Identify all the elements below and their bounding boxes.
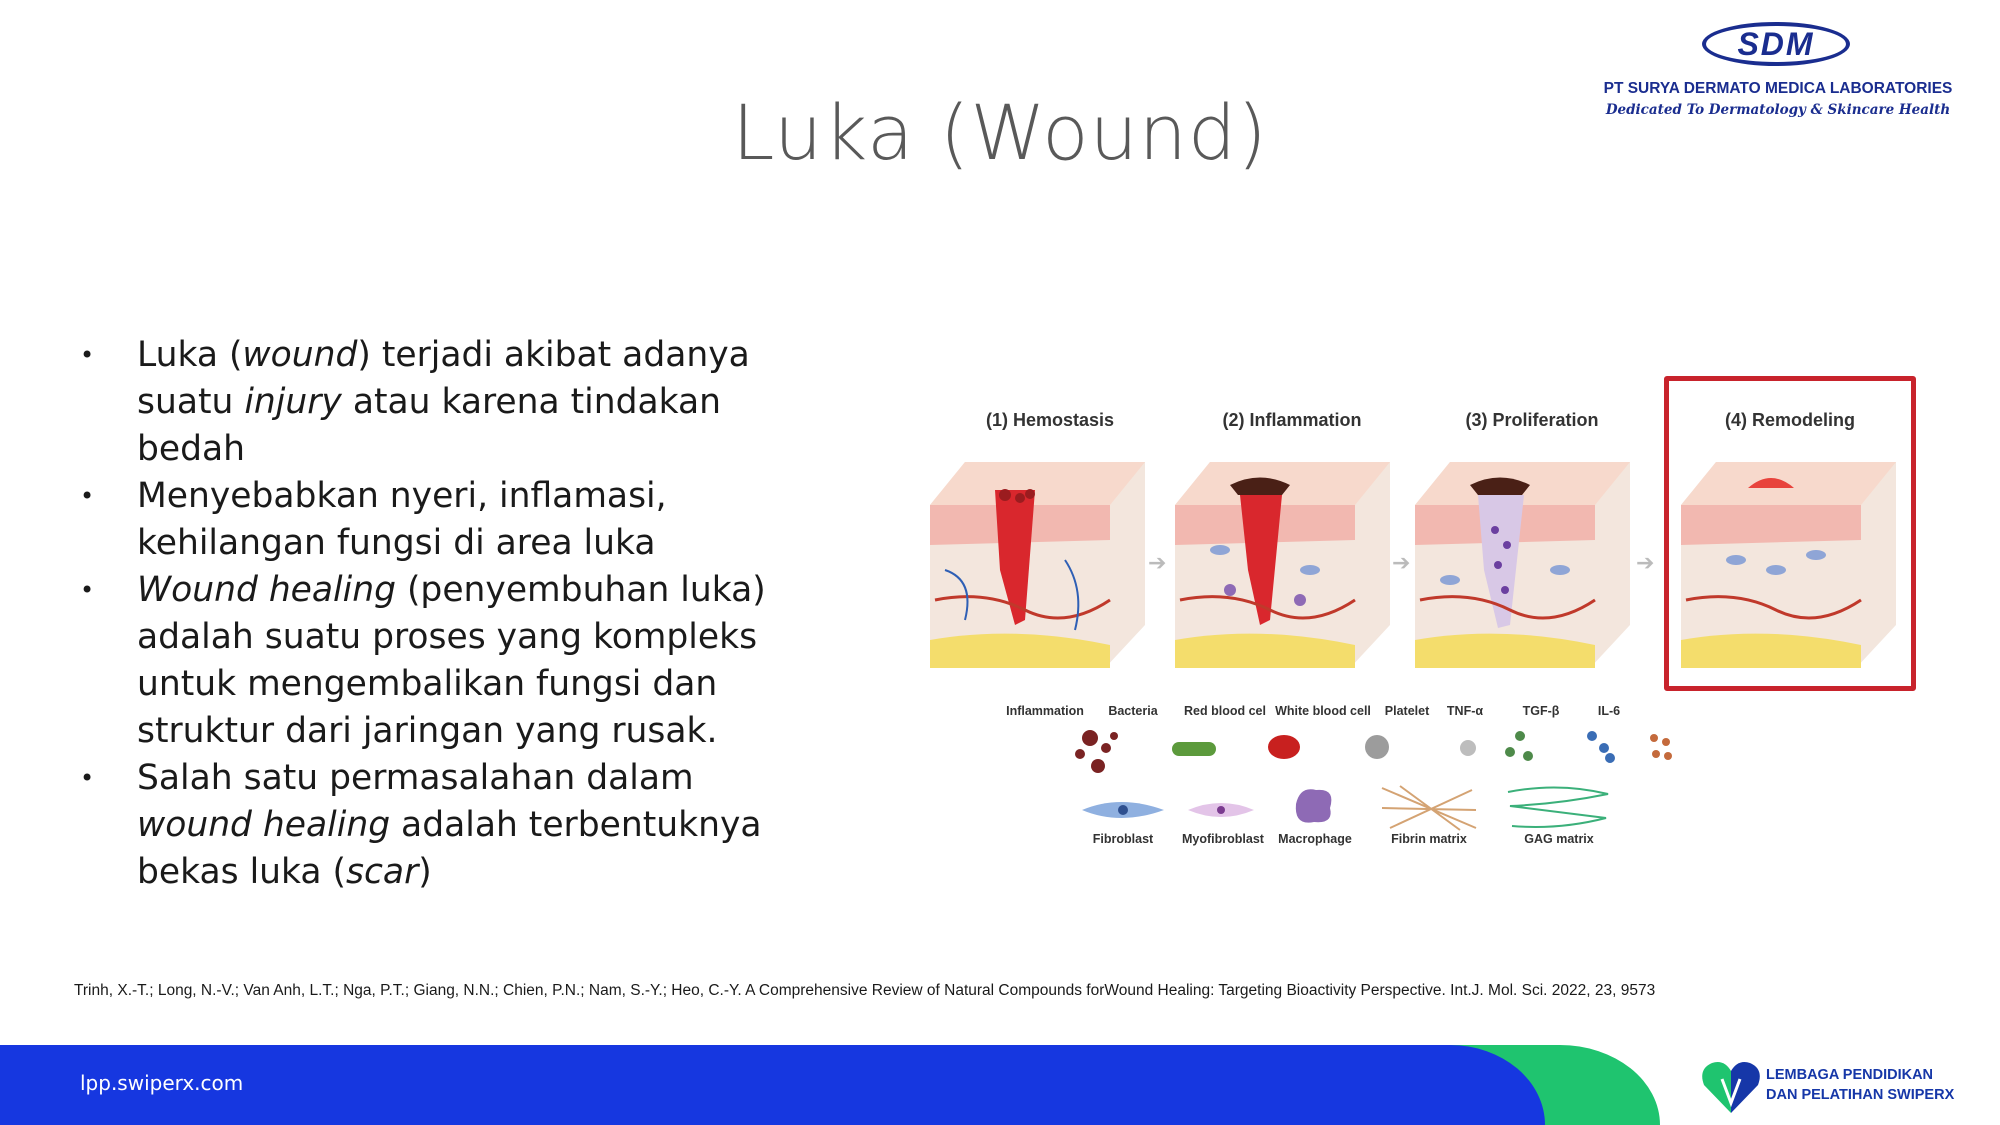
remodeling-highlight-box	[1664, 376, 1916, 691]
legend-label-inflammation: Inflammation	[1006, 704, 1084, 718]
heart-logo-icon	[1700, 1059, 1762, 1115]
stage-title-proliferation: (3) Proliferation	[1465, 410, 1599, 430]
legend-label-tnf-alpha: TNF-α	[1446, 704, 1484, 718]
bullet-dot: •	[80, 341, 95, 369]
il-6-icon	[1646, 730, 1676, 764]
legend-label-gag-matrix: GAG matrix	[1524, 832, 1594, 846]
tgf-beta-icon	[1582, 730, 1618, 764]
bullet-text: )	[418, 852, 432, 892]
swiperx-org-name	[1766, 1065, 1954, 1105]
bullet-text: Menyebabkan nyeri, inflamasi, kehilangan fungsi di area luka	[137, 476, 667, 563]
legend-label-fibroblast: Fibroblast	[1092, 832, 1154, 846]
inflammation-illustration	[1170, 450, 1395, 680]
bullet-italic: wound	[242, 335, 358, 375]
bullet-item	[78, 567, 818, 755]
org-line-1: LEMBAGA PENDIDIKAN	[1766, 1067, 1934, 1083]
bullet-text: adalah terbentuknya bekas luka (	[137, 805, 762, 892]
bullet-italic: injury	[244, 382, 342, 422]
arrow-icon: ➔	[1636, 550, 1655, 575]
company-name: PT SURYA DERMATO MEDICA LABORATORIES	[1603, 80, 1953, 97]
legend-label-tgf-beta: TGF-β	[1522, 704, 1560, 718]
legend-label-bacteria: Bacteria	[1108, 704, 1158, 718]
citation: Trinh, X.-T.; Long, N.-V.; Van Anh, L.T.; Nga, P.T.; Giang, N.N.; Chien, P.N.; Nam, S.-Y.; Heo, C.-Y. A Comprehensive Review of Natural Compounds forWound Healing: Targeting Bioactivity Perspective. Int.J. Mol. Sci. 2022, 23, 9573	[74, 982, 1656, 999]
legend-label-myofibroblast: Myofibroblast	[1182, 832, 1264, 846]
myofibroblast-icon	[1186, 790, 1256, 830]
company-tagline: Dedicated To Dermatology & Skincare Health	[1605, 102, 1951, 118]
bacteria-icon	[1168, 736, 1224, 764]
proliferation-illustration	[1410, 450, 1635, 680]
bullet-item	[78, 755, 818, 896]
bullet-dot: •	[80, 482, 95, 510]
bullet-dot: •	[80, 576, 95, 604]
legend-label-platelet: Platelet	[1384, 704, 1430, 718]
fibrin-matrix-icon	[1380, 784, 1480, 832]
bullet-dot: •	[80, 764, 95, 792]
gag-matrix-icon	[1504, 782, 1614, 834]
legend-label-red-blood-cell: Red blood cel	[1184, 704, 1266, 718]
legend-label-il-6: IL-6	[1597, 704, 1621, 718]
bullet-text: Luka (	[137, 335, 243, 375]
macrophage-icon	[1290, 784, 1338, 828]
slide-title: Luka (Wound)	[732, 88, 1268, 177]
bullet-italic: wound healing	[137, 805, 391, 845]
tnf-alpha-icon	[1502, 730, 1538, 764]
bullet-text: ) terjadi akibat adanya suatu	[137, 335, 750, 422]
sdm-logo-mark-text: SDM	[1737, 25, 1815, 62]
wound-healing-figure	[920, 370, 1930, 860]
bullet-item	[78, 332, 818, 473]
swiperx-logo	[1700, 1059, 1980, 1115]
org-line-2: DAN PELATIHAN SWIPERX	[1766, 1087, 1955, 1103]
hemostasis-illustration	[925, 450, 1150, 680]
bullet-italic: Wound healing	[137, 570, 396, 610]
bullet-text: (penyembuhan luka) adalah suatu proses yang kompleks untuk mengembalikan fungsi dan struktur dari jaringan yang rusak.	[137, 570, 766, 751]
bullet-list	[78, 332, 818, 896]
stage-title-hemostasis: (1) Hemostasis	[985, 410, 1115, 430]
platelet-icon	[1456, 736, 1480, 760]
bullet-item	[78, 473, 818, 567]
arrow-icon: ➔	[1392, 550, 1411, 575]
legend-label-white-blood-cell: White blood cell	[1275, 704, 1371, 718]
white-blood-cell-icon	[1362, 732, 1392, 762]
arrow-icon: ➔	[1148, 550, 1167, 575]
sdm-logo-mark	[1702, 22, 1850, 66]
footer-url: lpp.swiperx.com	[80, 1071, 244, 1095]
legend-label-fibrin-matrix: Fibrin matrix	[1391, 832, 1467, 846]
bullet-italic: scar	[345, 852, 419, 892]
stage-title-remodeling: (4) Remodeling	[1724, 410, 1855, 430]
footer	[0, 1045, 2000, 1125]
bullet-text: Salah satu permasalahan dalam	[137, 758, 694, 798]
inflammation-cells-icon	[1070, 728, 1130, 780]
legend-label-macrophage: Macrophage	[1278, 832, 1352, 846]
bullet-text: atau karena tindakan bedah	[137, 382, 722, 469]
sdm-logo	[1578, 22, 1998, 132]
stage-title-inflammation: (2) Inflammation	[1222, 410, 1362, 430]
red-blood-cell-icon	[1264, 732, 1304, 762]
fibroblast-icon	[1080, 790, 1166, 830]
